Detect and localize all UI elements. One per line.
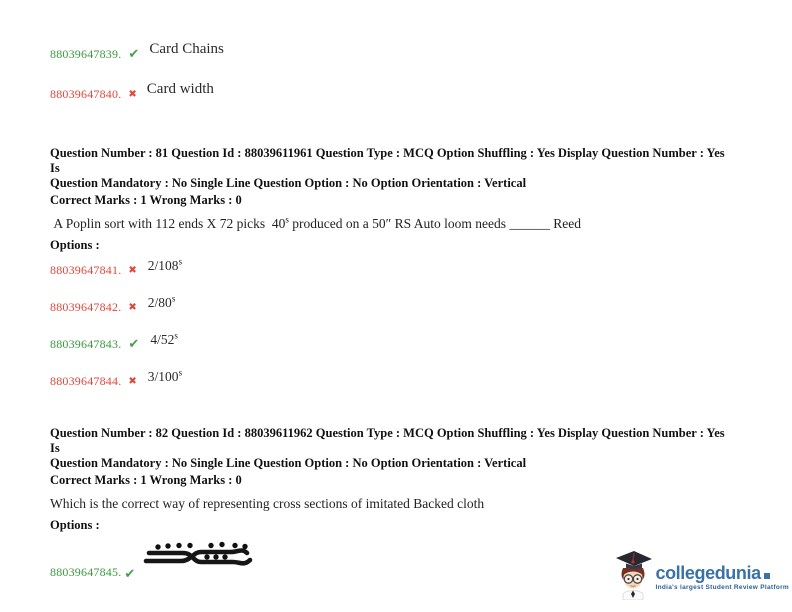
superscript: s bbox=[285, 214, 289, 225]
logo-text bbox=[655, 563, 789, 591]
option-value: 2/108 bbox=[147, 258, 179, 273]
question-text: Which is the correct way of representing cross sections of imitated Backed cloth bbox=[50, 496, 485, 511]
option-text bbox=[150, 332, 178, 347]
superscript: s bbox=[171, 293, 176, 304]
correct-check-icon: ✔ bbox=[128, 337, 140, 352]
wrong-cross-icon: ✖ bbox=[128, 302, 137, 313]
question-header-line2: Question Mandatory : No Single Line Question Option : No Option Orientation : Vertical bbox=[50, 176, 527, 190]
option-id: 88039647843. bbox=[50, 337, 122, 351]
answer-option-row bbox=[50, 41, 734, 65]
question-header bbox=[50, 426, 734, 471]
option-value: 4/52 bbox=[150, 332, 175, 347]
option-text bbox=[148, 369, 182, 384]
option-value: 3/100 bbox=[147, 369, 179, 384]
correct-check-icon: ✔ bbox=[128, 47, 140, 62]
answer-option-row bbox=[50, 330, 734, 353]
question-header-line1: Question Number : 82 Question Id : 88039611962 Question Type : MCQ Option Shuffling : Yes Display Question Number : Yes Is bbox=[50, 426, 725, 455]
option-id: 88039647844. bbox=[50, 374, 122, 388]
wrong-cross-icon: ✖ bbox=[128, 265, 137, 276]
option-id: 88039647839. bbox=[50, 47, 122, 61]
answer-option-row bbox=[50, 256, 734, 279]
question-text bbox=[50, 215, 734, 232]
question-81-section bbox=[50, 146, 734, 390]
option-id: 88039647842. bbox=[50, 300, 122, 314]
question-text-part: produced on a 50″ RS Auto loom needs ______ Reed bbox=[288, 216, 581, 231]
superscript: s bbox=[178, 367, 183, 378]
wrong-cross-icon: ✖ bbox=[128, 89, 137, 100]
brand-name: collegedunia bbox=[655, 562, 761, 583]
collegedunia-mascot-icon bbox=[613, 548, 653, 605]
answer-option-row bbox=[50, 293, 734, 316]
option-id: 88039647841. bbox=[50, 263, 122, 277]
question-header-line2: Question Mandatory : No Single Line Question Option : No Option Orientation : Vertical bbox=[50, 456, 527, 470]
brand-tagline: India's largest Student Review Platform bbox=[655, 583, 789, 591]
option-id: 88039647845. bbox=[50, 565, 122, 579]
option-text bbox=[148, 295, 176, 310]
weave-cross-section-image bbox=[143, 541, 255, 576]
question-header-line1: Question Number : 81 Question Id : 88039611961 Question Type : MCQ Option Shuffling : Yes Display Question Number : Yes Is bbox=[50, 146, 725, 175]
option-text bbox=[148, 258, 182, 273]
question-marks-line: Correct Marks : 1 Wrong Marks : 0 bbox=[50, 193, 242, 207]
options-label: Options : bbox=[50, 518, 100, 532]
collegedunia-logo[interactable] bbox=[613, 548, 789, 605]
option-text: Card width bbox=[146, 81, 214, 97]
wrong-cross-icon: ✖ bbox=[128, 376, 137, 387]
options-label: Options : bbox=[50, 238, 100, 252]
question-marks-line: Correct Marks : 1 Wrong Marks : 0 bbox=[50, 473, 242, 487]
correct-check-icon: ✔ bbox=[124, 567, 136, 582]
question-text-part: A Poplin sort with 112 ends X 72 picks 40 bbox=[50, 216, 286, 231]
brand-square-icon bbox=[764, 573, 770, 579]
answer-option-row bbox=[50, 81, 734, 105]
answer-option-row bbox=[50, 367, 734, 390]
exam-response-sheet bbox=[50, 41, 734, 582]
question-header bbox=[50, 146, 734, 191]
superscript: s bbox=[178, 256, 183, 267]
option-value: 2/80 bbox=[147, 295, 172, 310]
superscript: s bbox=[174, 330, 178, 341]
option-text: Card Chains bbox=[149, 41, 224, 57]
option-id: 88039647840. bbox=[50, 87, 122, 101]
